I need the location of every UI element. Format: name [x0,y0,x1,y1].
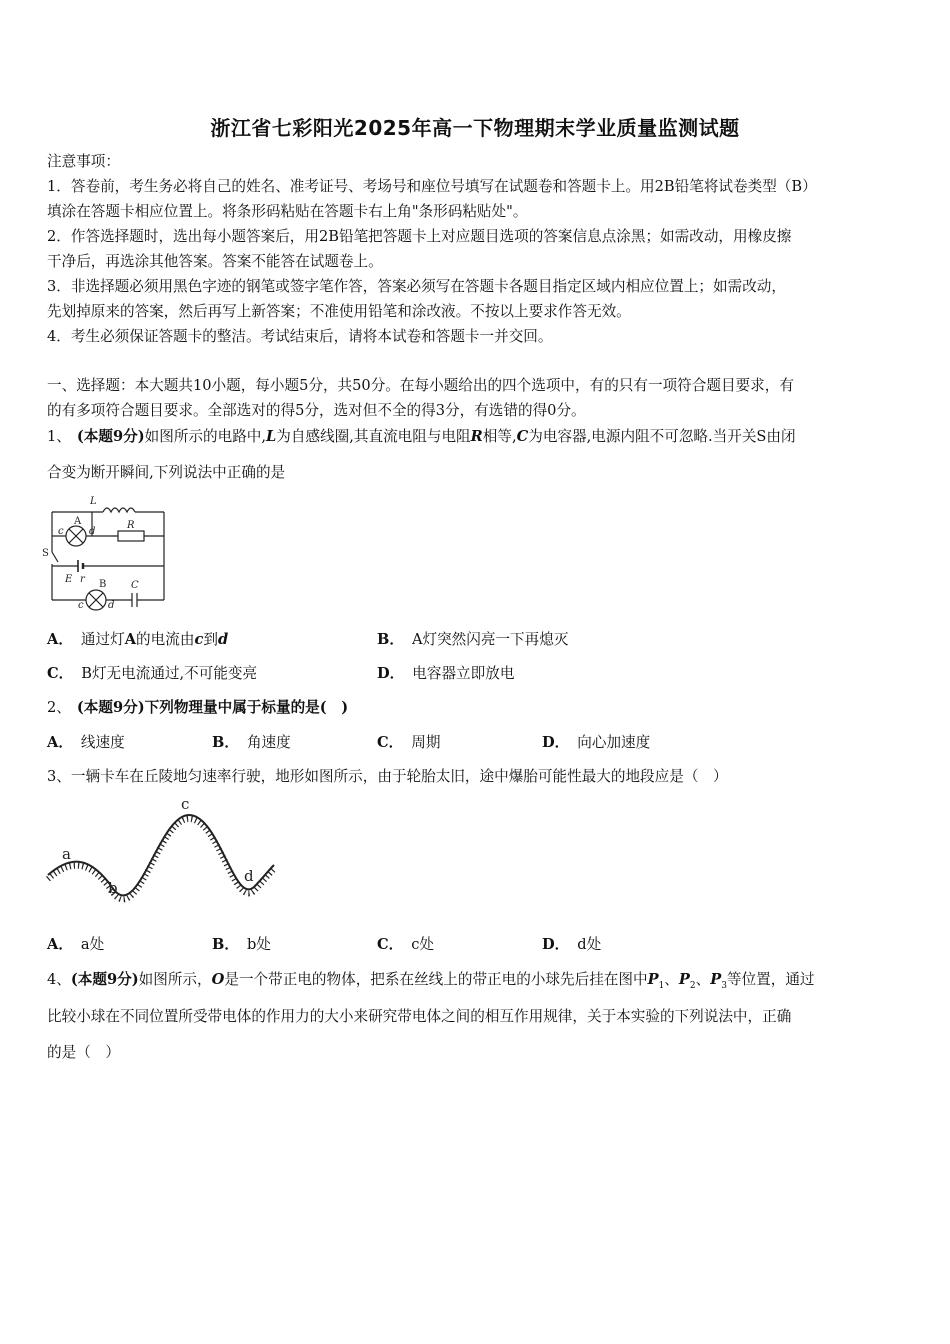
q4-stem-line-2: 比较小球在不同位置所受带电体的作用力的大小来研究带电体之间的相互作用规律，关于本实验的下列说法中，正确 [47,1008,792,1025]
q1-option-a-mid: 的电流由 [136,631,195,648]
q1-option-a-to: 到 [203,631,218,648]
q3-option-c-text: c处 [411,936,434,953]
q2-stem [47,698,348,718]
q3-option-d-text: d处 [577,936,602,953]
label-R: R [127,520,135,531]
notice-line-1: 1．答卷前，考生务必将自己的姓名、准考证号、考场号和座位号填写在试题卷和答题卡上。用2B铅笔将试卷类型（B） [47,178,817,195]
label-c2: c [78,600,84,611]
notice-heading: 注意事项： [47,153,120,170]
notice-line-6: 先划掉原来的答案，然后再写上新答案；不准使用铅笔和涂改液。不按以上要求作答无效。 [47,303,631,320]
notice-line-2: 填涂在答题卡相应位置上。将条形码粘贴在答题卡右上角"条形码粘贴处"。 [47,203,528,220]
q4-sub-2: 2 [689,980,696,991]
q3-stem: 3、一辆卡车在丘陵地匀速率行驶，地形如图所示，由于轮胎太旧，途中爆胎可能性最大的地段应是（ ） [47,768,728,785]
q1-text-d: 为电容器,电源内阻不可忽略.当开关S由闭 [528,428,796,445]
q1-option-d-text: 电容器立即放电 [412,665,515,682]
section-heading-line-1: 一、选择题：本大题共10小题，每小题5分，共50分。在每小题给出的四个选项中，有的只有一项符合题目要求，有 [47,377,794,394]
section-heading-line-2: 的有多项符合题目要求。全部选对的得5分，选对但不全的得3分，有选错的得0分。 [47,402,586,419]
notice-line-5: 3．非选择题必须用黑色字迹的钢笔或签字笔作答，答案必须写在答题卡各题目指定区域内相应位置上；如需改动， [47,278,786,295]
page-title: 浙江省七彩阳光2025年高一下物理期末学业质量监测试题 [210,116,740,140]
q4-score: (本题9分) [70,971,139,988]
q1-option-d-key: D． [377,665,405,682]
notice-line-4: 干净后，再选涂其他答案。答案不能答在试题卷上。 [47,253,383,270]
q1-option-c-text: B灯无电流通过,不可能变亮 [81,665,258,682]
label-A: A [74,516,82,527]
label-d1: d [89,526,96,537]
q1-stem-line-2: 合变为断开瞬间,下列说法中正确的是 [47,464,286,481]
q4-text-a: 如图所示， [138,971,212,988]
point-b-label: b [108,879,118,897]
q4-text-b: 是一个带正电的物体，把系在丝线上的带正电的小球先后挂在图中 [224,971,648,988]
q1-option-b[interactable] [377,630,568,650]
q1-circuit-diagram [40,490,175,615]
q2-option-b[interactable] [212,733,291,753]
q2-option-c-text: 周期 [411,734,441,751]
point-a-label: a [62,845,71,863]
q2-option-c-key: C． [377,734,404,751]
q2-option-a-text: 线速度 [80,734,125,751]
q4-symbol-P2: P [678,971,690,988]
q1-option-c[interactable] [47,664,257,684]
q1-text-b: 为自感线圈,其直流电阻与电阻 [276,428,471,445]
resistor-r [118,531,144,541]
q1-text-a: 如图所示的电路中, [144,428,267,445]
q1-option-d[interactable] [377,664,514,684]
q2-number: 2、 [47,699,71,716]
q1-option-a-lamp: A [124,631,137,648]
q3-option-a[interactable] [47,935,104,955]
q3-option-c[interactable] [377,935,434,955]
q1-symbol-R: R [470,428,483,445]
label-L: L [90,496,97,507]
q4-sub-1: 1 [658,980,665,991]
q4-symbol-P3: P [710,971,722,988]
q1-option-a[interactable] [47,630,228,650]
q3-option-a-text: a处 [80,936,105,953]
q3-option-a-key: A． [47,936,73,953]
label-C: C [131,580,139,591]
q4-sub-3: 3 [721,980,727,991]
q2-option-d-text: 向心加速度 [577,734,651,751]
point-d-label: d [244,867,254,885]
q1-option-b-key: B． [377,631,404,648]
q2-option-b-text: 角速度 [246,734,291,751]
label-B: B [99,579,107,590]
inductor-coil [103,508,135,512]
switch-s [52,552,58,562]
q4-stem-line-3: 的是（ ） [47,1044,120,1061]
q2-score: (本题9分) [76,699,145,716]
label-c1: c [58,526,64,537]
q2-text: 下列物理量中属于标量的是( ) [144,699,349,716]
q1-option-c-key: C． [47,665,74,682]
q2-option-a-key: A． [47,734,73,751]
q3-option-d-key: D． [542,936,570,953]
q2-option-a[interactable] [47,733,125,753]
q3-option-b[interactable] [212,935,271,955]
label-S: S [42,548,49,559]
q4-symbol-O: O [211,971,225,988]
terrain-ground-hatch [48,819,274,899]
q1-score: (本题9分) [76,428,145,445]
q1-text-c: 相等, [482,428,517,445]
q2-option-b-key: B． [212,734,239,751]
q3-terrain-diagram [44,795,280,905]
q1-number: 1、 [47,428,71,445]
q1-option-a-key: A． [47,631,73,648]
notice-line-3: 2．作答选择题时，选出每小题答案后，用2B铅笔把答题卡上对应题目选项的答案信息点涂黑；如需改动，用橡皮擦 [47,228,792,245]
q1-option-a-d: d [217,631,229,648]
q4-sep-2: 、 [695,971,711,988]
point-c-label: c [181,795,190,813]
q3-option-b-text: b处 [246,936,271,953]
q2-option-d[interactable] [542,733,650,753]
label-E: E [65,574,73,585]
q4-text-c: 等位置，通过 [726,971,815,988]
terrain-curve [48,815,274,895]
q1-option-a-c: c [194,631,204,648]
q1-symbol-C: C [516,428,529,445]
q4-sep-1: 、 [664,971,679,988]
notice-line-7: 4．考生必须保证答题卡的整洁。考试结束后，请将本试卷和答题卡一并交回。 [47,328,553,345]
q1-option-b-text: A灯突然闪亮一下再熄灭 [411,631,569,648]
q4-symbol-P1: P [647,971,659,988]
q2-option-d-key: D． [542,734,570,751]
q3-option-b-key: B． [212,936,239,953]
label-d2: d [108,600,115,611]
q4-stem-line-1 [47,970,815,996]
q1-option-a-pre: 通过灯 [80,631,125,648]
label-r: r [80,574,85,585]
q1-stem-line-1 [47,427,796,447]
q2-option-c[interactable] [377,733,440,753]
q3-option-d[interactable] [542,935,601,955]
q3-option-c-key: C． [377,936,404,953]
q1-symbol-L: L [266,428,277,445]
q4-number: 4、 [47,971,71,988]
